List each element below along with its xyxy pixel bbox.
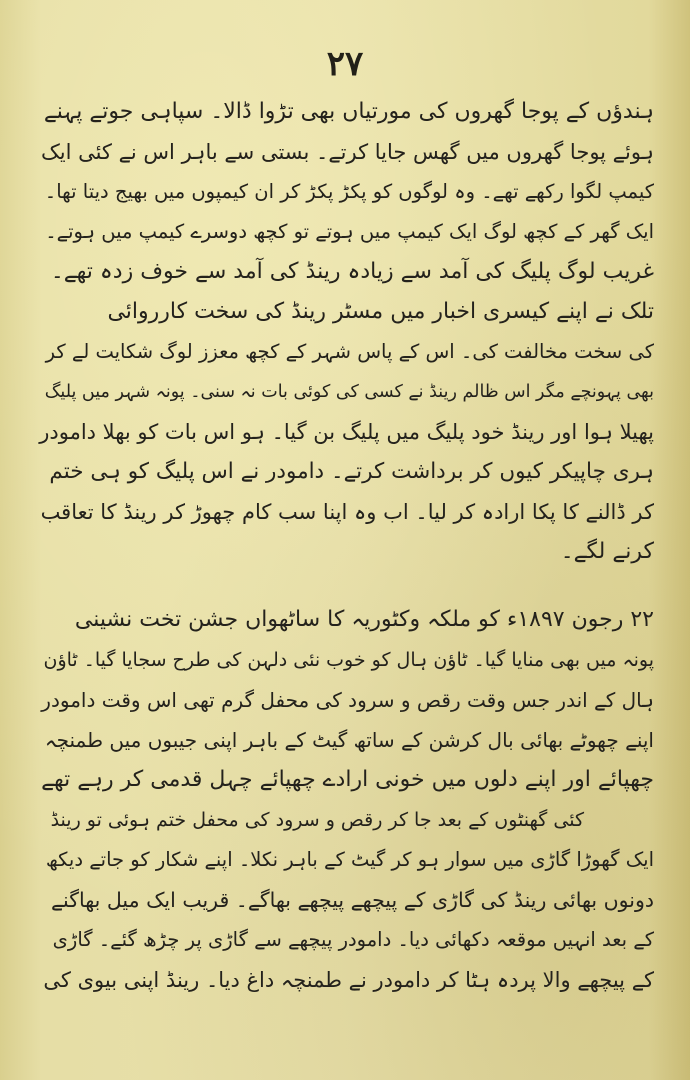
text-line: ایک گھوڑا گاڑی میں سوار ہو کر گیٹ کے باہر نکلا۔ اپنے شکار کو جاتے دیکھ: [45, 848, 654, 871]
text-line: کئی گھنٹوں کے بعد جا کر رقص و سرود کی محفل ختم ہوئی تو رینڈ: [50, 809, 584, 831]
text-line: چھپائے اور اپنے دلوں میں خونی ارادے چھپائے چہل قدمی کر رہے تھے: [41, 767, 654, 792]
text-line: کے پیچھے والا پردہ ہٹا کر دامودر نے طمنچہ داغ دیا۔ رینڈ اپنی بیوی کی: [43, 968, 654, 992]
text-line: ہوئے پوجا گھروں میں گھس جایا کرتے۔ بستی سے باہر اس نے کئی ایک: [40, 140, 654, 164]
text-line: ہری چاپیکر کیوں کر برداشت کرتے۔ دامودر نے اس پلیگ کو ہی ختم: [49, 459, 654, 484]
paragraph-3: [38, 600, 654, 1000]
text-line: کیمپ لگوا رکھے تھے۔ وہ لوگوں کو پکڑ پکڑ کر ان کیمپوں میں بھیج دیتا تھا۔: [44, 180, 654, 203]
paragraph-2: [38, 292, 654, 572]
text-line: غریب لوگ پلیگ کی آمد سے زیادہ رینڈ کی آمد سے خوف زدہ تھے۔: [50, 259, 654, 284]
text-line: تلک نے اپنے کیسری اخبار میں مسٹر رینڈ کی سخت کارروائی: [107, 299, 654, 324]
text-line: ۲۲ رجون ۱۸۹۷ء کو ملکہ وکٹوریہ کا ساٹھواں جشن تخت نشینی: [74, 607, 654, 632]
paragraph-1: [38, 92, 654, 292]
text-line: کے بعد انہیں موقعہ دکھائی دیا۔ دامودر پیچھے سے گاڑی پر چڑھ گئے۔ گاڑی: [52, 928, 654, 951]
text-line: اپنے چھوٹے بھائی بال کرشن کے ساتھ گیٹ کے باہر اپنی جیبوں میں طمنچہ: [44, 728, 654, 752]
page-number: ۲۷: [326, 44, 364, 84]
text-line: پونہ میں بھی منایا گیا۔ ٹاؤن ہال کو خوب نئی دلہن کی طرح سجایا گیا۔ ٹاؤن: [43, 649, 654, 671]
text-line: کرنے لگے۔: [560, 539, 654, 564]
paragraph-gap: [38, 572, 654, 600]
text-line: کر ڈالنے کا پکا ارادہ کر لیا۔ اب وہ اپنا سب کام چھوڑ کر رینڈ کا تعاقب: [40, 500, 654, 524]
text-line: ایک گھر کے کچھ لوگ ایک کیمپ میں ہوتے تو کچھ دوسرے کیمپ میں ہوتے۔: [45, 220, 654, 243]
text-line: دونوں بھائی رینڈ کی گاڑی کے پیچھے پیچھے بھاگے۔ قریب ایک میل بھاگنے: [51, 888, 654, 912]
text-line: کی سخت مخالفت کی۔ اس کے پاس شہر کے کچھ معزز لوگ شکایت لے کر: [45, 340, 654, 363]
text-line: بھی پہونچے مگر اس ظالم رینڈ نے کسی کی کوئی بات نہ سنی۔ پونہ شہر میں پلیگ: [44, 382, 654, 402]
text-line: ہندؤں کے پوجا گھروں کی مورتیاں بھی تڑوا ڈالا۔ سپاہی جوتے پہنے: [43, 99, 654, 124]
page-body-text: [38, 92, 654, 1000]
text-line: پھیلا ہوا اور رینڈ خود پلیگ میں پلیگ بن گیا۔ ہو اس بات کو بھلا دامودر: [39, 420, 654, 444]
text-line: ہال کے اندر جس وقت رقص و سرود کی محفل گرم تھی اس وقت دامودر: [41, 688, 654, 712]
